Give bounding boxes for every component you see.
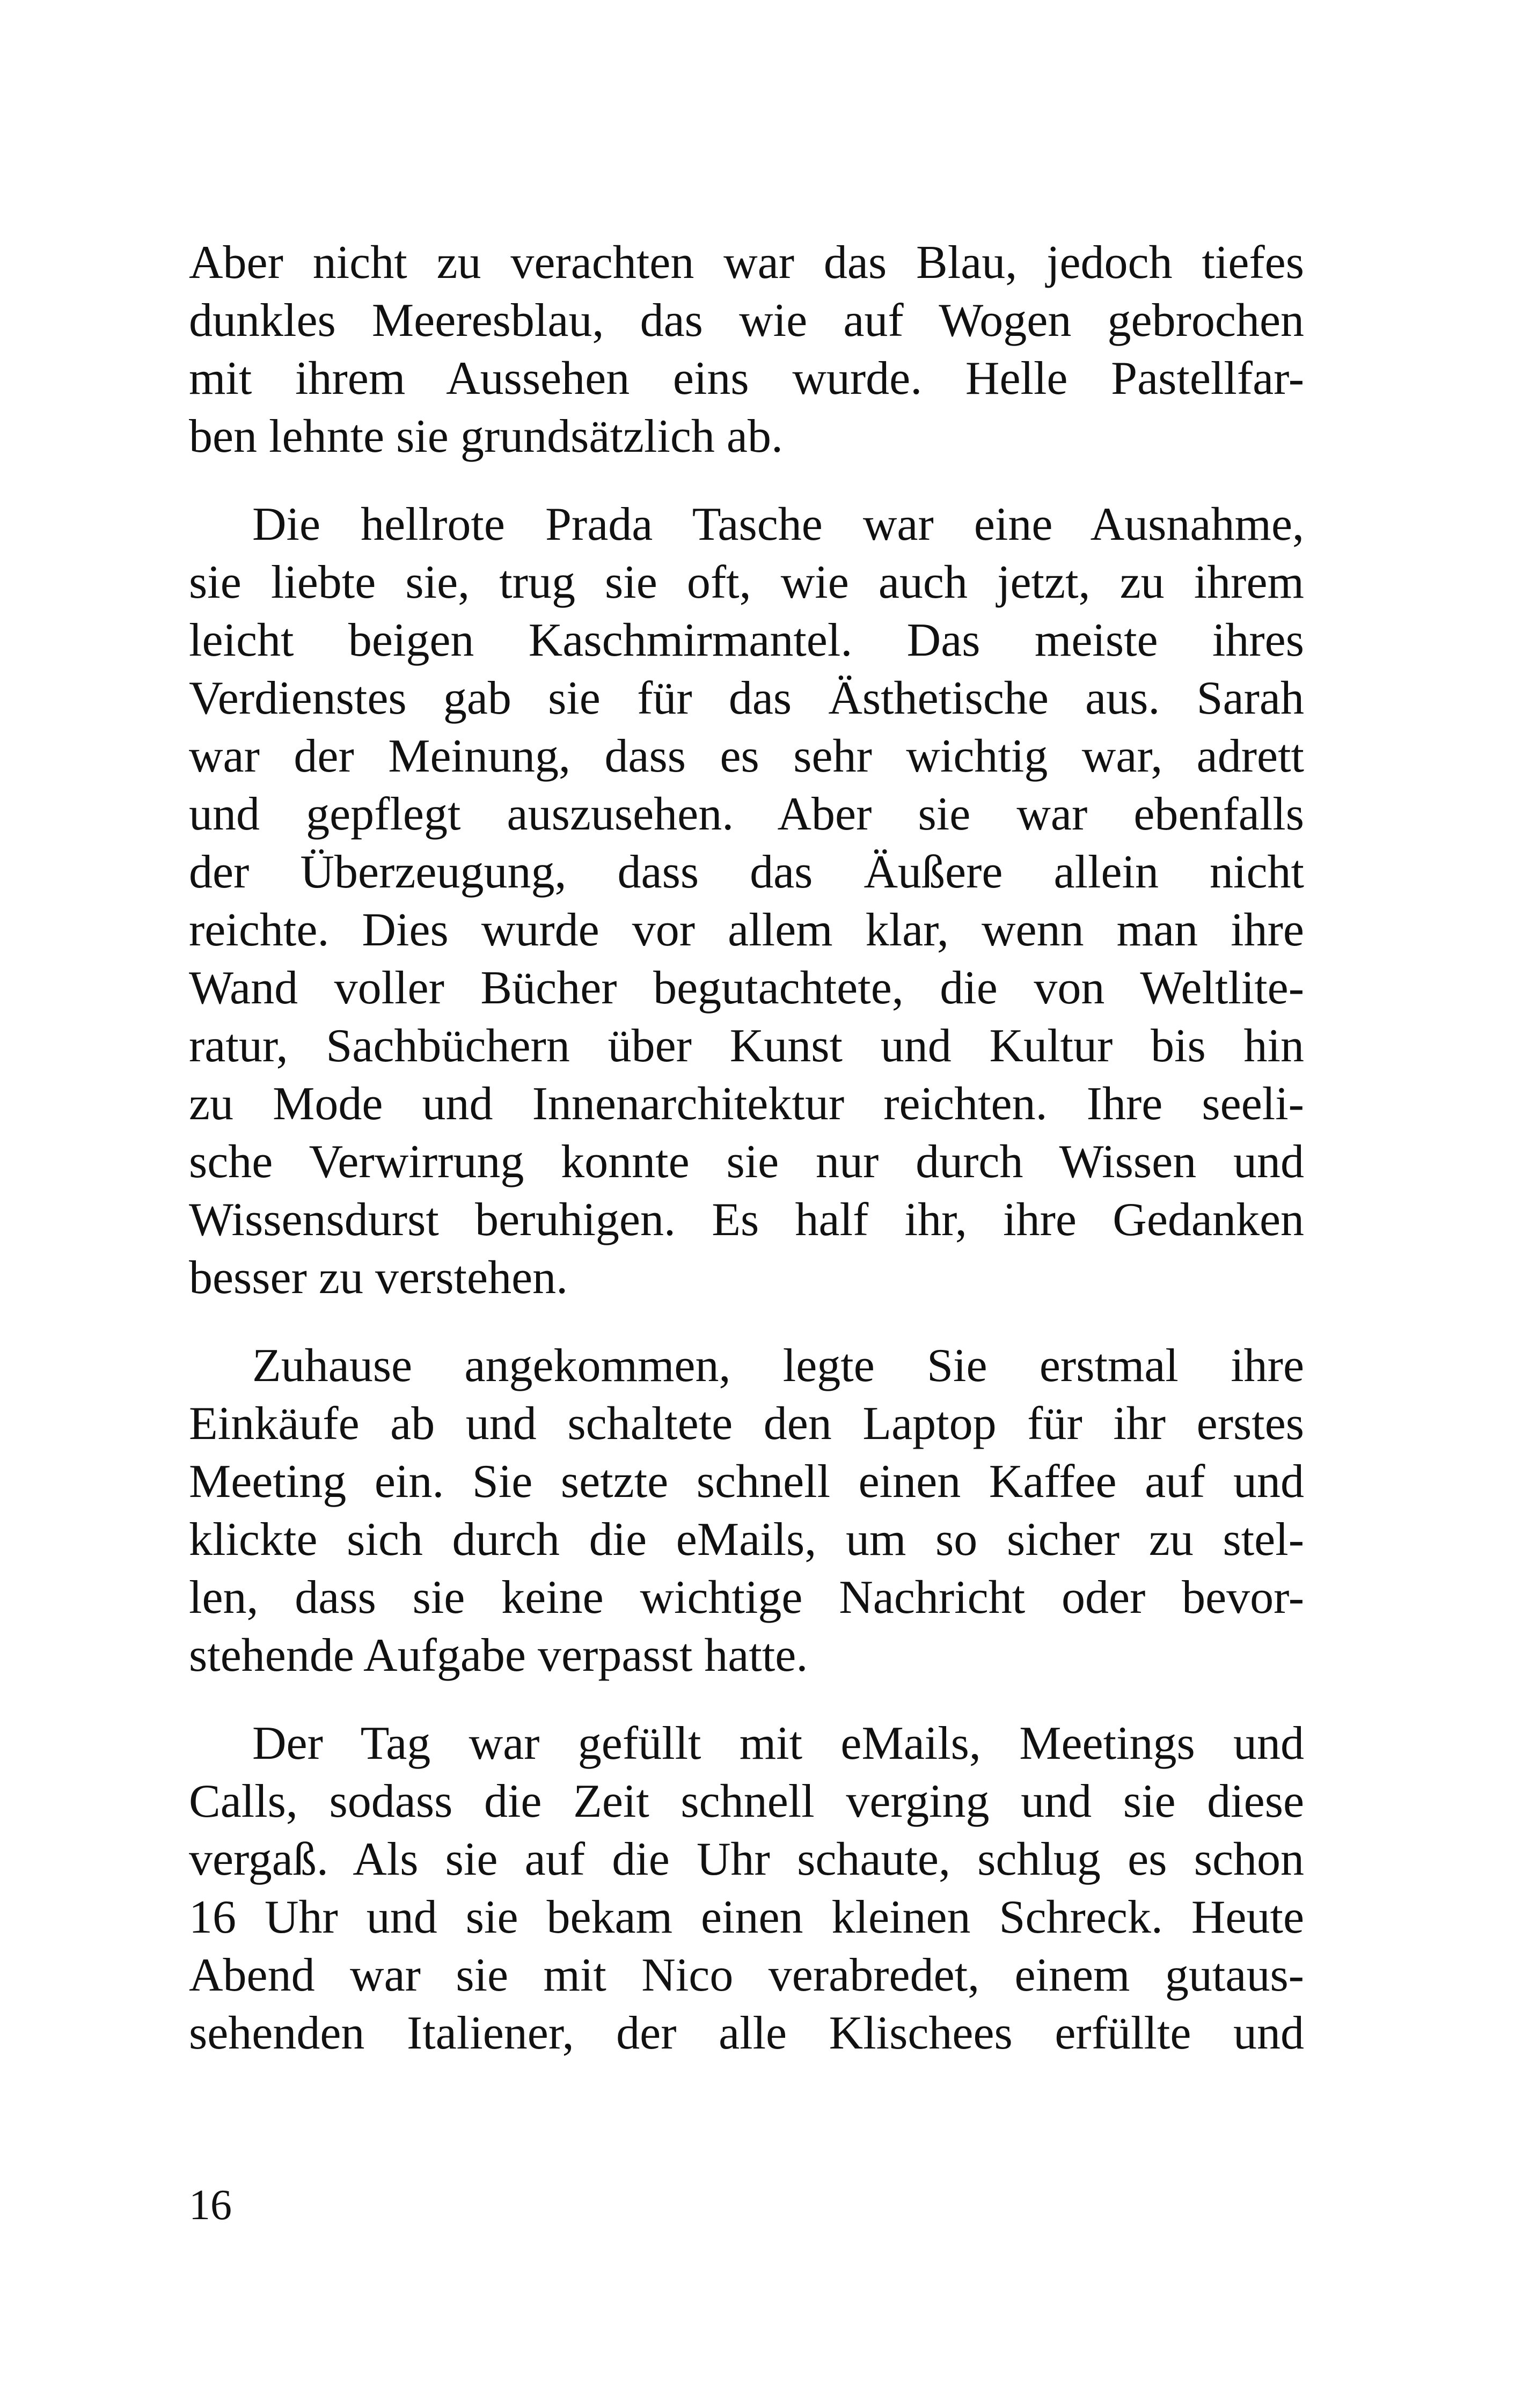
text-line: Der Tag war gefüllt mit eMails, Meetings und — [252, 1717, 1304, 1770]
text-line: und gepflegt auszusehen. Aber sie war ebenfalls — [189, 788, 1304, 840]
text-line: Wand voller Bücher begutachtete, die von Weltlite- — [189, 962, 1304, 1014]
paragraph — [189, 1337, 1304, 1685]
text-line: sie liebte sie, trug sie oft, wie auch jetzt, zu ihrem — [189, 556, 1304, 608]
text-line: Meeting ein. Sie setzte schnell einen Kaffee auf und — [189, 1456, 1304, 1508]
page-number: 16 — [189, 2182, 232, 2229]
text-line: sche Verwirrung konnte sie nur durch Wissen und — [189, 1136, 1304, 1188]
text-line: Zuhause angekommen, legte Sie erstmal ihre — [252, 1340, 1304, 1392]
text-line: ben lehnte sie grundsätzlich ab. — [189, 410, 783, 462]
text-line: vergaß. Als sie auf die Uhr schaute, schlug es schon — [189, 1833, 1304, 1885]
text-line: Aber nicht zu verachten war das Blau, jedoch tiefes — [189, 237, 1304, 289]
text-line: ratur, Sachbüchern über Kunst und Kultur bis hin — [189, 1020, 1304, 1072]
text-line: 16 Uhr und sie bekam einen kleinen Schreck. Heute — [189, 1891, 1304, 1943]
text-line: sehenden Italiener, der alle Klischees erfüllte und — [189, 2007, 1304, 2059]
text-line: Abend war sie mit Nico verabredet, einem gutaus- — [189, 1949, 1304, 2001]
text-line: reichte. Dies wurde vor allem klar, wenn man ihre — [189, 904, 1304, 956]
text-line: len, dass sie keine wichtige Nachricht oder bevor- — [189, 1572, 1304, 1624]
text-line: Calls, sodass die Zeit schnell verging und sie diese — [189, 1775, 1304, 1827]
body-text — [189, 234, 1304, 2093]
text-line: besser zu verstehen. — [189, 1252, 568, 1304]
paragraph — [189, 234, 1304, 466]
text-line: mit ihrem Aussehen eins wurde. Helle Pastellfar- — [189, 353, 1304, 405]
text-line: zu Mode und Innenarchitektur reichten. Ihre seeli- — [189, 1078, 1304, 1130]
paragraph — [189, 496, 1304, 1307]
text-line: stehende Aufgabe verpasst hatte. — [189, 1629, 808, 1682]
paragraph — [189, 1715, 1304, 2062]
text-line: der Überzeugung, dass das Äußere allein nicht — [189, 846, 1304, 898]
text-line: Einkäufe ab und schaltete den Laptop für ihr erstes — [189, 1398, 1304, 1450]
text-line: leicht beigen Kaschmirmantel. Das meiste ihres — [189, 614, 1304, 666]
text-line: war der Meinung, dass es sehr wichtig war, adrett — [189, 730, 1304, 782]
text-line: Verdienstes gab sie für das Ästhetische aus. Sarah — [189, 672, 1304, 724]
text-line: Wissensdurst beruhigen. Es half ihr, ihre Gedanken — [189, 1194, 1304, 1246]
text-line: Die hellrote Prada Tasche war eine Ausnahme, — [252, 498, 1304, 550]
text-line: klickte sich durch die eMails, um so sicher zu stel- — [189, 1514, 1304, 1566]
text-line: dunkles Meeresblau, das wie auf Wogen gebrochen — [189, 295, 1304, 347]
